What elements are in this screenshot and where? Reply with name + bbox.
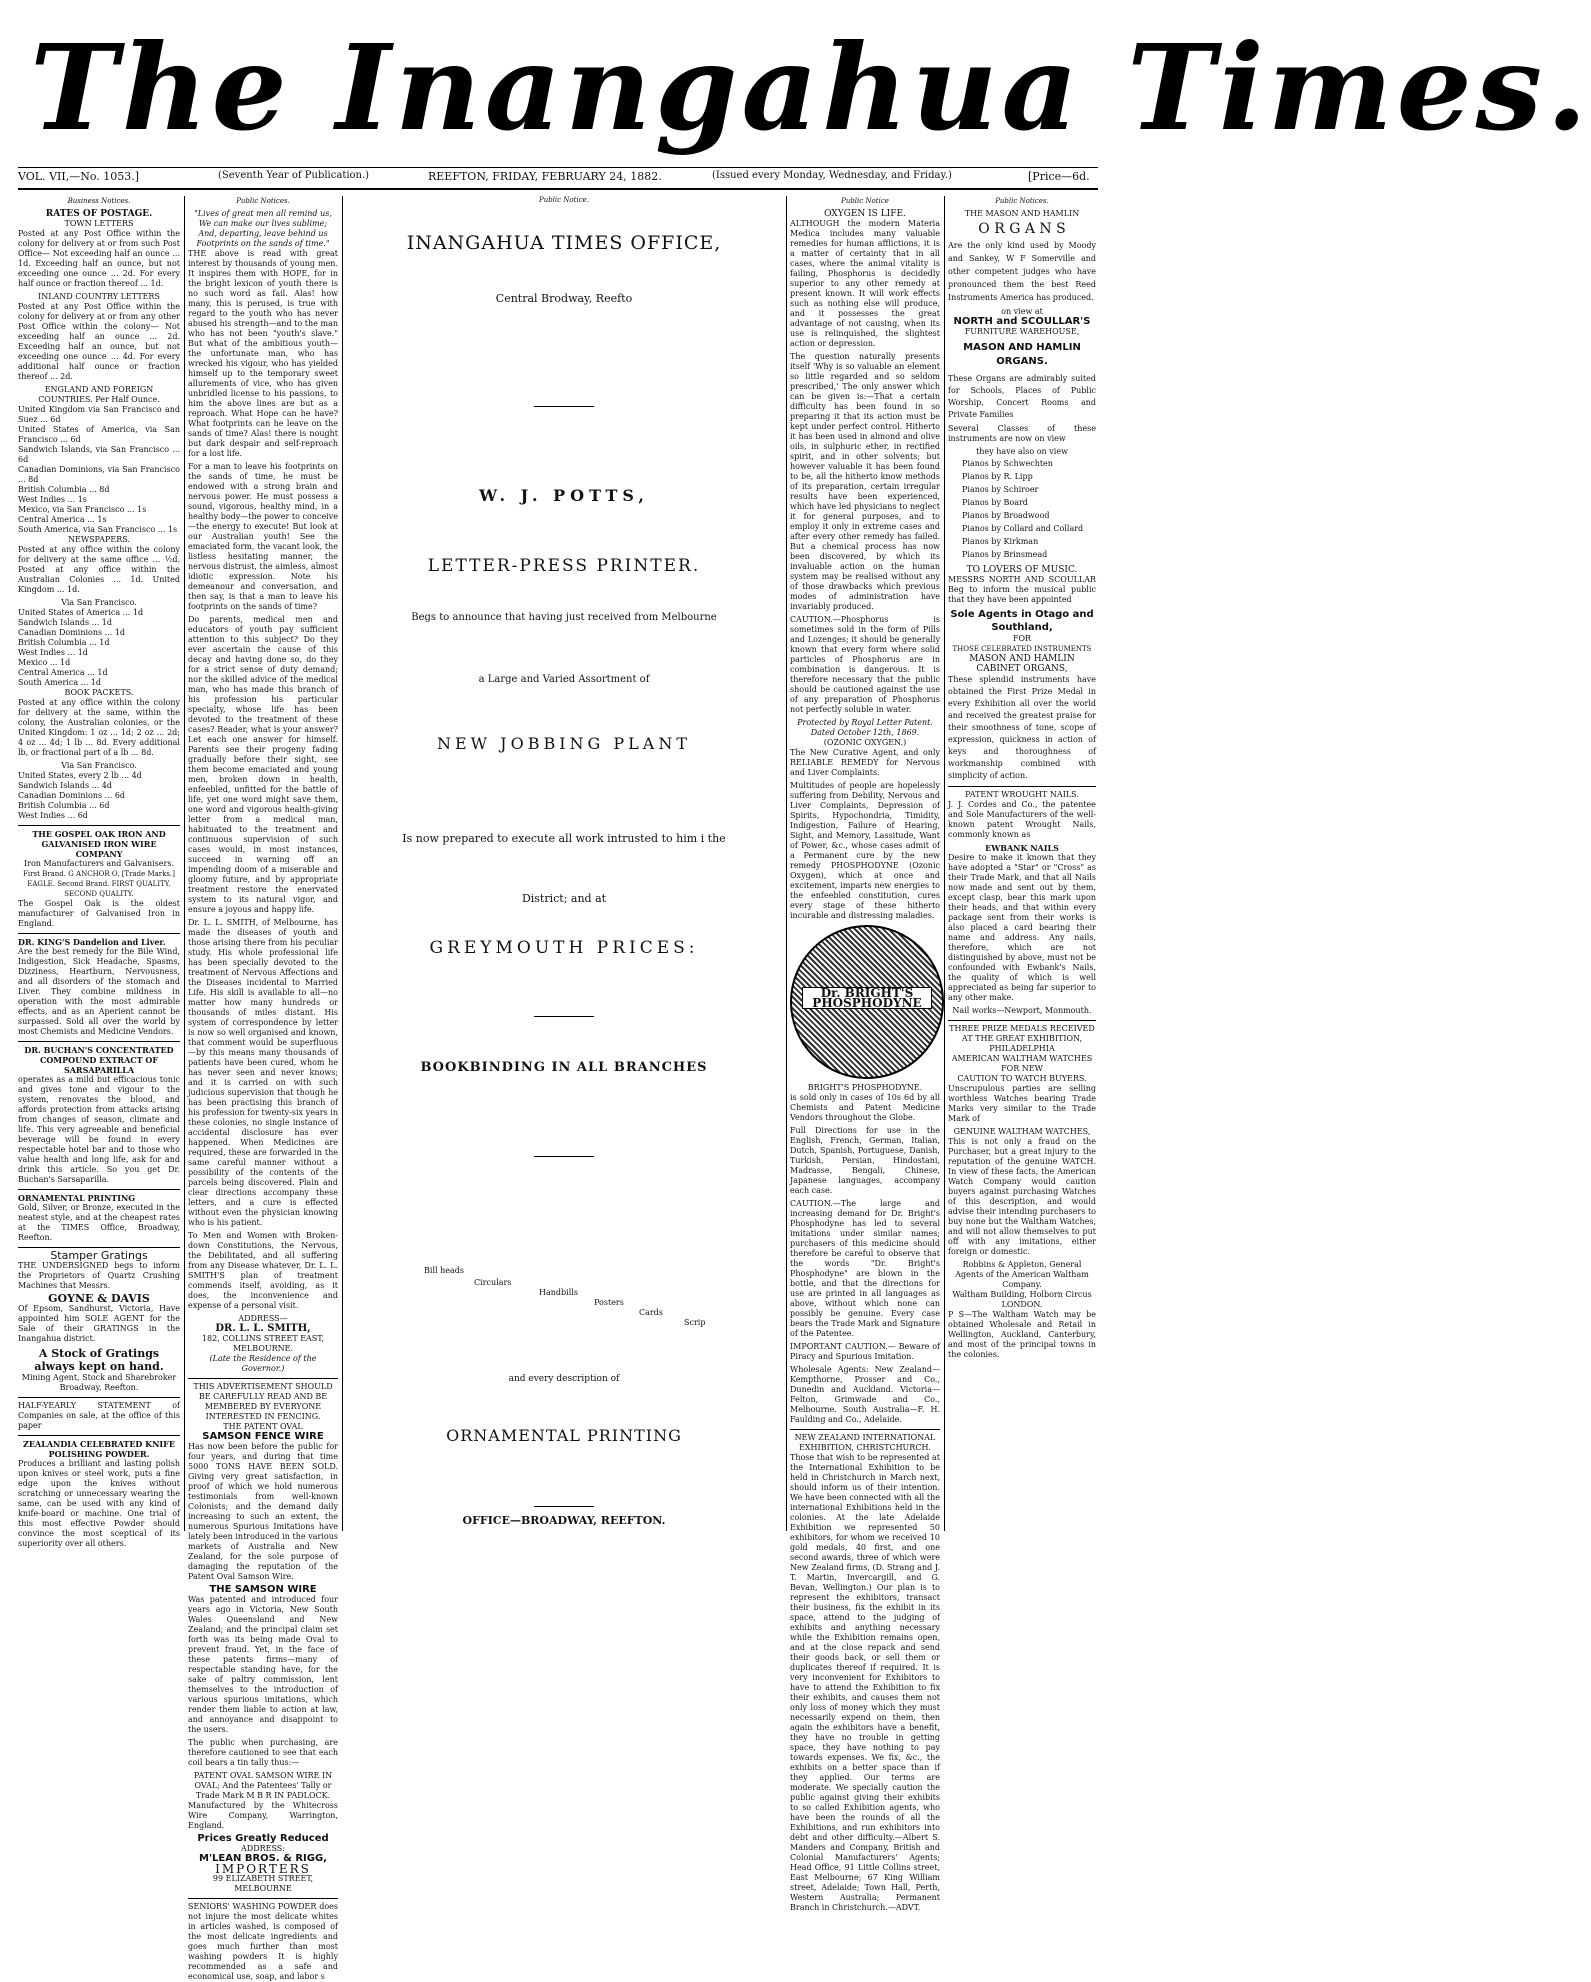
ad-body: MESSRS NORTH AND SCOULLAR Beg to inform the musical public that they have been appointed <box>948 575 1096 604</box>
ornamental-printing: ORNAMENTAL PRINTING <box>446 1426 682 1445</box>
ad-title: NEW ZEALAND INTERNATIONAL EXHIBITION, CHRISTCHURCH. <box>794 1433 936 1452</box>
ad-brands: First Brand. G ANCHOR O. [Trade Marks.] EAGLE. Second Brand. FIRST QUALITY. SECOND QUALITY. <box>23 870 175 898</box>
list-item: Mexico ... 1d <box>18 658 71 667</box>
ad-text: on view at <box>1001 307 1043 316</box>
ad-body: Was patented and introduced four years ago in Victoria, New South Wales Queensland and New Zealand; and the principal claim set forth was its being made Oval to prevent fraud. Yet, in the face of these patents firms—many of respectable standing have, for the sake of paltry commission, lent themselves to the introduction of various spurious imitations, which render them liable to action at law, and annoyance and disappoint to the users. <box>188 1595 338 1734</box>
postage-subhead: NEWSPAPERS. <box>68 535 130 544</box>
postage-subhead: BOOK PACKETS. <box>64 688 134 697</box>
postage-paragraph: Posted at any office within the colony for delivery at the same office ... ½d. Posted at any office within the Australian Colonies ... 1d. United Kingdom ... 1d. <box>18 545 180 594</box>
list-item: British Columbia ... 1d <box>18 638 110 647</box>
ad-title: BRIGHT'S PHOSPHODYNE. <box>807 1083 923 1092</box>
price: [Price—6d. <box>1028 170 1090 183</box>
print-item: Bill heads <box>424 1266 464 1275</box>
verse-line: We can make our lives sublime; <box>198 219 328 228</box>
column-heading: Public Notice. <box>538 196 589 204</box>
column-heading: Business Notices. <box>67 197 131 205</box>
ad-company: NORTH and SCOULLAR'S <box>953 316 1091 327</box>
ad-body: SENIORS' WASHING POWDER does not injure the most delicate whites in articles washed, is composed of the most delicate ingredients and goes much further than most washing powders It is highly recommended as a safe and economical use, soap, and labor s <box>188 1902 338 1981</box>
ad-subtitle: FURNITURE WAREHOUSE, <box>964 327 1080 336</box>
column-heading: Public Notice <box>841 197 889 205</box>
ad-body: P S—The Waltham Watch may be obtained Wholesale and Retail in Wellington, Auckland, Canterbury, and most of the principal towns in the colonies. <box>948 1310 1096 1359</box>
ad-body: The Gospel Oak is the oldest manufacturer of Galvanised Iron in England. <box>18 899 180 928</box>
office-location: Central Brodway, Reefto <box>495 292 633 305</box>
fence-wire-ad <box>188 1378 338 1894</box>
ad-title: TO LOVERS OF MUSIC. <box>966 565 1078 575</box>
ad-headline: O R G A N S <box>978 221 1066 237</box>
list-item: Pianos by Kirkman <box>962 537 1039 546</box>
printer-trade: LETTER-PRESS PRINTER. <box>427 556 701 576</box>
ad-body: J. J. Cordes and Co., the patentee and Sole Manufacturers of the well-known patent Wrought Nails, commonly known as <box>948 800 1096 839</box>
seal-text: Dr. BRIGHT'S PHOSPHODYNE <box>802 987 932 1009</box>
list-item: Pianos by Brinsmead <box>962 550 1048 559</box>
list-item: Sandwich Islands ... 1d <box>18 618 113 627</box>
smith-paragraph: Dr. L. L. SMITH, of Melbourne, has made the diseases of youth and those arising there from his peculiar study. His whole professional life has been specially devoted to the treatment of Nervous Affections and the Diseases incidental to Married Life. His skill is available to all—no matter how many hundreds or thousands of miles distant. His system of correspondence by letter is now so well organised and known, that comment would be superfluous—by this means many thousands of patients have been cured, whom he has never seen and never knows; and it is carried on with such judicious supervision that though he has been practising this branch of his profession for twenty-six years in these colonies, no single instance of accidental disclosure has ever happened. When Medicines are required, these are forwarded in the same careful manner without a possibility of the contents of the parcels being discovered. Plain and clear directions accompany these letters, and a cure is effected without even the physician knowing who is his patient. <box>188 918 338 1227</box>
issue-schedule: (Issued every Monday, Wednesday, and Friday.) <box>712 170 952 181</box>
issue-date: REEFTON, FRIDAY, FEBRUARY 24, 1882. <box>428 170 662 183</box>
ad-title: THE GOSPEL OAK IRON AND GALVANISED IRON WIRE COMPANY <box>32 829 166 859</box>
list-item: United States of America, via San Francisco ... 6d <box>18 425 180 444</box>
print-item: Circulars <box>474 1278 512 1287</box>
column-1 <box>18 196 180 1548</box>
postage-subhead: Via San Francisco. <box>61 598 137 607</box>
office-address: OFFICE—BROADWAY, REEFTON. <box>462 1514 666 1527</box>
ad-text: THOSE CELEBRATED INSTRUMENTS <box>952 645 1092 653</box>
ad-title: THE SAMSON WIRE <box>209 1584 317 1595</box>
ad-body: These Organs are admirably suited for Schools, Places of Public Worship, Concert Rooms and Private Families <box>948 374 1096 419</box>
ad-intro: THIS ADVERTISEMENT SHOULD BE CAREFULLY READ AND BE MEMBERED BY EVERYONE INTERESTED IN FENCING. <box>193 1382 333 1421</box>
ornamental-printing-ad <box>18 1189 180 1243</box>
printing-office-ad <box>344 196 784 1531</box>
column-divider <box>342 196 343 1531</box>
print-item: Scrip <box>684 1318 706 1327</box>
stamper-gratings-ad <box>18 1247 180 1393</box>
ad-body: HALF-YEARLY STATEMENT of Companies on sale, at the office of this paper <box>18 1401 180 1430</box>
ad-patent: Protected by Royal Letter Patent. Dated October 12th, 1869. <box>797 718 933 737</box>
ad-body: These splendid instruments have obtained the First Prize Medal in every Exhibition all over the world and received the greatest praise for their smoothness of tone, scope of expression, quickness in action of keys and thoroughness of workmanship combined with simplicity of action. <box>948 675 1096 780</box>
smith-paragraph: For a man to leave his footprints on the sands of time, he must be endowed with a strong brain and nervous power. He must possess a sound, vigorous, healthy mind, in a healthy body—the power to conceive—the energy to execute! But look at our Australian youth! See the emaciated form, the vacant look, the listless hesitating manner, the nervous distrust, the aimless, almost idiotic expression. Note his demeanour and conversation, and then say, is that a man to leave his footprints on the sands of time? <box>188 462 338 611</box>
nails-ad <box>948 786 1096 1016</box>
half-yearly-ad <box>18 1397 180 1431</box>
ad-body: Full Directions for use in the English, French, German, Italian, Dutch, Spanish, Portuguese, Danish, Turkish, Persian, Hindostani, Madrasse, Bengali, Chinese, Japanese languages, accompany each case. <box>790 1126 940 1195</box>
masthead-title: The Inangahua Times. <box>30 18 1591 157</box>
ad-text: they have also on view <box>976 447 1068 456</box>
phosphodyne-seal <box>790 925 944 1079</box>
ad-company: M'LEAN BROS. & RIGG, <box>199 1853 327 1864</box>
list-item: Pianos by Broadwood <box>962 511 1050 520</box>
list-item: Pianos by Collard and Collard <box>962 524 1084 533</box>
list-item: United States, every 2 lb ... 4d <box>18 771 142 780</box>
ad-body: IMPORTANT CAUTION.— Beware of Piracy and Spurious Imitation. <box>790 1342 940 1361</box>
district-text: District; and at <box>521 892 607 905</box>
separator <box>344 392 784 411</box>
ad-body: THE UNDERSIGNED begs to inform the Proprietors of Quartz Crushing Machines that Messrs. <box>18 1261 180 1290</box>
verse-line: Footprints on the sands of time." <box>196 239 330 248</box>
ad-body: Are the best remedy for the Bile Wind, Indigestion, Sick Headache, Spasms, Dizziness, Heartburn, Nervousness, and all disorders of the stomach and Liver. They combine mildness in operation with the most admirable effects, and as an Aperient cannot be surpassed. Sold all over the world by most Chemists and Medicine Vendors. <box>18 947 180 1036</box>
ad-text: Robbins & Appleton, General Agents of the American Waltham Company. <box>955 1260 1089 1289</box>
column-heading: Public Notices. <box>995 197 1049 205</box>
ad-address-label: ADDRESS: <box>241 1844 285 1853</box>
ad-text: Waltham Building, Holborn Circus LONDON. <box>952 1290 1092 1309</box>
ad-title: PATENT WROUGHT NAILS. <box>965 790 1079 799</box>
postage-list-2 <box>18 608 180 688</box>
ad-headline: MASON AND HAMLIN ORGANS. <box>963 342 1081 367</box>
ad-text: FOR <box>1012 634 1032 643</box>
address-line: MELBOURNE. <box>232 1344 294 1353</box>
postage-paragraph: Posted at any Post Office within the colony for delivery at or from any other Post Office within the colony— Not exceeding half an ounce ... 2d. Exceeding half an ounce, but not exceeding one ounce ... 4d. For every additional half ounce or fraction thereof ... 2d. <box>18 302 180 381</box>
column-2 <box>188 196 338 1981</box>
ad-headline: Prices Greatly Reduced <box>197 1833 329 1844</box>
assortment: a Large and Varied Assortment of <box>478 674 650 685</box>
address-label: ADDRESS— <box>238 1314 288 1323</box>
ad-title: THE MASON AND HAMLIN <box>964 209 1080 218</box>
ad-body: operates as a mild but efficacious tonic and gives tone and vigour to the system, renovates the blood, and affords protection from attacks arising from changes of season, climate and life. This very agreeable and beneficial beverage will be found in every respectable hotel bar and to those who value health and long life, ask for and drink this article. So you get Dr. Buchan's Sarsaparilla. <box>18 1075 180 1184</box>
ad-body: The public when purchasing, are therefore cautioned to see that each coil bears a tin tally thus:— <box>188 1738 338 1767</box>
ad-title: THREE PRIZE MEDALS RECEIVED AT THE GREAT EXHIBITION, PHILADELPHIA <box>949 1024 1095 1053</box>
ad-subtitle: AMERICAN WALTHAM WATCHES FOR NEW <box>951 1054 1093 1073</box>
seniors-powder-ad <box>188 1898 338 1982</box>
column-divider <box>786 196 787 1531</box>
printer-name: W. J. POTTS, <box>479 486 649 505</box>
list-item: West Indies ... 6d <box>18 811 88 820</box>
address-name: DR. L. L. SMITH, <box>215 1323 311 1334</box>
list-item: Pianos by R. Lipp <box>962 472 1033 481</box>
list-item: Pianos by Board <box>962 498 1028 507</box>
list-item: West Indies ... 1s <box>18 495 87 504</box>
dr-king-ad <box>18 933 180 1037</box>
ad-body: Multitudes of people are hopelessly suffering from Debility, Nervous and Liver Complaints, Depression of Spirits, Hypochondria, Timidity, Indigestion, Failure of Hearing, Sight, and Memory, Lassitude, Want of Power, &c., whose cases admit of a Permanent cure by the new remedy PHOSPHODYNE (Ozonic Oxygen), which at once and excitement, imparts new energies to the enfeebled constitution, cures every stage of these hitherto incurable and distressing maladies. <box>790 781 940 920</box>
smith-paragraph: THE above is read with great interest by thousands of young men. It inspires them with HOPE, for in the bright lexicon of youth there is no such word as fail. Alas! how many, this is perused, is true with regard to the youth who has never abused his strength—and to the man who has not been "youth's slave." But what of the ambitious youth—the unfortunate man, who has wrecked his vigour, who has yielded himself up to the temporary sweet allurements of vice, who has given unbridled license to his passions, to him the above lines are but as a reproach. What Hope can he have? What footprints can he leave on the sands of time? Alas! there is nought but dark despair and self-reproach for a lost life. <box>188 249 338 458</box>
list-item: Mexico, via San Francisco ... 1s <box>18 505 147 514</box>
column-divider <box>944 196 945 1531</box>
column-heading: Public Notices. <box>236 197 290 205</box>
top-rule <box>18 167 1098 168</box>
postage-subhead: Via San Francisco. <box>61 761 137 770</box>
ad-body: is sold only in cases of 10s 6d by all Chemists and Patent Medicine Vendors throughout the Globe. <box>790 1093 940 1122</box>
print-item: Handbills <box>539 1288 578 1297</box>
postage-paragraph: Posted at any Post Office within the colony for delivery at or from such Post Office— Not exceeding half an ounce ... 1d. Exceeding half an ounce, but not exceeding one ounce ... 2d. For every half ounce or fraction thereof ... 1d. <box>18 229 180 288</box>
piano-list <box>948 457 1096 561</box>
ad-title: OXYGEN IS LIFE. <box>824 209 906 219</box>
verse <box>188 209 338 249</box>
postage-title: RATES OF POSTAGE. <box>45 209 153 219</box>
list-item: Pianos by Schwechten <box>962 459 1053 468</box>
ad-body: Of Epsom, Sandhurst, Victoria, Have appointed him SOLE AGENT for the Sale of their GRATINGS in the Inangahua district. <box>18 1304 180 1343</box>
list-item: British Columbia ... 8d <box>18 485 110 494</box>
office-name: INANGAHUA TIMES OFFICE, <box>406 232 722 254</box>
list-item: Pianos by Schiroer <box>962 485 1039 494</box>
postage-list-1 <box>18 405 180 535</box>
list-item: British Columbia ... 6d <box>18 801 110 810</box>
ad-headline: GENUINE WALTHAM WATCHES, <box>953 1127 1091 1136</box>
ad-title: DR. KING'S Dandelion and Liver. <box>18 937 166 947</box>
list-item: Sandwich Islands, via San Francisco ... 6d <box>18 445 180 464</box>
ad-body: Manufactured by the Whitecross Wire Company, Warrington, England. <box>188 1801 338 1830</box>
list-item: United Kingdom via San Francisco and Suez ... 6d <box>18 405 180 424</box>
postage-paragraph: Posted at any office within the colony for delivery at the same, within the colony, the Australian colonies, or the United Kingdom: 1 oz ... 1d; 2 oz ... 2d; 4 oz ... 4d; 1 lb ... 8d. Every additional lb, or fractional part of a lb ... 8d. <box>18 698 180 757</box>
dr-buchan-ad <box>18 1041 180 1185</box>
separator <box>344 1002 784 1021</box>
ad-body: Unscrupulous parties are selling worthless Watches bearing Trade Marks very similar to the Trade Mark of <box>948 1084 1096 1123</box>
list-item: Canadian Dominions, via San Francisco ... 8d <box>18 465 180 484</box>
ad-subtitle: THE PATENT OVAL <box>223 1422 303 1431</box>
postage-list-3 <box>18 771 180 821</box>
prepared-text: Is now prepared to execute all work intrusted to him i the <box>402 832 726 845</box>
ad-body: Produces a brilliant and lasting polish upon knives or steel work, puts a fine edge upon the knives without scratching or unnecessary wearing the same, can be used with any kind of knife-board or machine. One trial of this most effective Powder should convince the most sceptical of its superiority over all others. <box>18 1459 180 1548</box>
ad-body: ALTHOUGH the modern Materia Medica includes many valuable remedies for human afflictions, it is a matter of certainty that in all cases, where the animal vitality is failing, Phosphorus is decidedly superior to any other remedy at present known. It will work effects such as nothing else will produce, and it possesses the great advantage of not causing, when its use is relinquished, the slightest action or depression. <box>790 219 940 348</box>
list-item: Central America ... 1d <box>18 668 108 677</box>
ad-address: 99 ELIZABETH STREET, MELBOURNE <box>212 1874 314 1893</box>
ad-body: Wholesale Agents: New Zealand—Kempthorne, Prosser and Co., Dunedin and Auckland. Victoria—Felton, Grimwade and Co., Melbourne. South Australia—F. H. Faulding and Co., Adelaide. <box>790 1365 940 1424</box>
ad-body: CAUTION.—The large and increasing demand for Dr. Bright's Phosphodyne has led to several imitations under similar names; purchasers of this medicine should therefore be careful to observe that the words "Dr. Bright's Phosphodyne" are blown in the bottle, and that the directions for use are printed in all languages as above, without which none can possibly be genuine. Every case bears the Trade Mark and Signature of the Patentee. <box>790 1199 940 1338</box>
ad-body: The question naturally presents itself 'Why is so valuable an element so little regarded and so seldom prescribed,' The only answer which can be given is:—That a certain difficulty has been found in so preparing it that its action must be kept under perfect control. Hitherto it has been used in almond and olive oils, in sulphuric ether, in rectified spirit, and in other solvents; but however valuable it has been found to be, all the hitherto know methods of its preparation, certain irregular results have been experienced, which have led physicians to neglect it for general purposes, and to employ it only in extreme cases and after every other remedy has failed. But a chemical process has now been discovered, by which its invaluable action on the human system may be realised without any of those drawbacks which previous modes of administration have invariably produced. <box>790 352 940 611</box>
ad-body: Several Classes of these instruments are now on view <box>948 424 1096 443</box>
jobbing-plant: NEW JOBBING PLANT <box>436 734 692 753</box>
ad-headline: Sole Agents in Otago and Southland, <box>950 609 1094 633</box>
gospel-oak-ad <box>18 825 180 929</box>
ad-title: DR. BUCHAN'S CONCENTRATED COMPOUND EXTRACT OF SARSAPARILLA <box>24 1045 174 1075</box>
ad-title: Stamper Gratings <box>50 1249 148 1262</box>
ad-company: MASON AND HAMLIN <box>969 654 1075 664</box>
postage-subhead: ENGLAND AND FOREIGN COUNTRIES. Per Half Ounce. <box>38 385 160 404</box>
ad-subtitle: Iron Manufacturers and Galvanisers. <box>24 859 174 868</box>
every-description: and every description of <box>508 1374 620 1384</box>
ad-patent: PATENT OVAL SAMSON WIRE IN OVAL; And the Patentees' Tally or Trade Mark M B R IN PADLOCK. <box>193 1771 333 1800</box>
ad-headline: IMPORTERS <box>215 1862 311 1876</box>
ad-subtitle: CABINET ORGANS, <box>976 664 1068 674</box>
ad-body: CAUTION.—Phosphorus is sometimes sold in the form of Pills and Lozenges; it should be generally known that every form where solid particles of Phosphorus are in combination is dangerous. It is therefore necessary that the public should be cautioned against the use of any preparation of Phosphorus not perfectly soluble in water. <box>790 615 940 714</box>
ad-body: Gold, Silver, or Bronze, executed in the neatest style, and at the cheapest rates at the TIMES Office, Broadway, Reefton. <box>18 1203 180 1242</box>
column-5 <box>948 196 1096 1531</box>
announcement: Begs to announce that having just received from Melbourne <box>411 612 717 623</box>
zealandia-ad <box>18 1435 180 1549</box>
postage-subhead: TOWN LETTERS <box>64 219 134 228</box>
list-item: Central America ... 1s <box>18 515 107 524</box>
list-item: West Indies ... 1d <box>18 648 88 657</box>
print-item: Posters <box>594 1298 624 1307</box>
greymouth-prices: GREYMOUTH PRICES: <box>429 938 699 958</box>
ad-title: ORNAMENTAL PRINTING <box>18 1193 136 1203</box>
bookbinding: BOOKBINDING IN ALL BRANCHES <box>420 1060 708 1075</box>
list-item: Sandwich Islands ... 4d <box>18 781 113 790</box>
ad-body: The New Curative Agent, and only RELIABLE REMEDY for Nervous and Liver Complaints. <box>790 748 940 777</box>
column-divider <box>184 196 185 1531</box>
volume-number: VOL. VII,—No. 1053.] <box>18 170 140 183</box>
publication-year: (Seventh Year of Publication.) <box>218 170 370 181</box>
ad-text: Nail works—Newport, Monmouth. <box>952 1006 1092 1015</box>
ad-body: Desire to make it known that they have adopted a "Star" or "Cross" as their Trade Mark, and that all Nails now made and sent out by them, except clasp, bear this mark upon their heads, and that within every package sent from their works is also placed a card bearing their name and address. Any nails, therefore, which are not distinguished by above, must not be confounded with Ewbank's Nails, the quality of which is well appreciated as being far superior to any other make. <box>948 853 1096 1002</box>
separator <box>344 1142 784 1161</box>
ad-headline: EWBANK NAILS <box>985 843 1059 853</box>
verse-line: "Lives of great men all remind us, <box>194 209 332 218</box>
smith-paragraph: Do parents, medical men and educators of youth pay sufficient attention to this subject? Do they ever ascertain the cause of this decay and having done so, do they for a strict sense of duty demand; nor the skilled advice of the medical man, who has made this branch of his profession his particular specialty, whose life has been devoted to the treatment of these cases? Reader, what is your answer? Let each one answer for himself. Parents see their progeny fading gradually before their sight, see them become emaciated and young men, broken down in health, enfeebled, unfitted for the battle of life, yet one word might save them, one word and vigorous health-giving letter from a medical man, habituated to the treatment and continuous supervision of such cases would, in most instances, succeed in warning off an impending doom of a miserable and gloomy future, and by appropriate treatment restore the enervated system to its natural vigor, and ensure a joyous and happy life. <box>188 615 338 914</box>
column-4 <box>790 196 940 1912</box>
ad-body: This is not only a fraud on the Purchaser, but a great injury to the reputation of the genuine WATCH. In view of these facts, the American Watch Company would caution buyers against purchasing Watches of this description, and would advise their intending purchasers to buy none but the Waltham Watches, and will not allow themselves to put off with any imitations, either foreign or domestic. <box>948 1137 1096 1256</box>
ad-subtitle: (OZONIC OXYGEN.) <box>823 738 907 747</box>
ad-body: Are the only kind used by Moody and Sankey, W F Somerville and other competent judges who have pronounced them the best Reed Instruments America has produced. <box>948 241 1096 302</box>
list-item: United States of America ... 1d <box>18 608 144 617</box>
ad-body: Those that wish to be represented at the International Exhibition to be held in Christchurch in March next, should inform us of their intention. We have been connected with all the international Exhibitions held in the colonies. At the late Adelaide Exhibition we represented 50 exhibitors, for whom we received 10 gold medals, 40 first, and one second awards, three of which were New Zealand firms, (D. Strang and J. T. Martin, Invercargill, and G. Bevan, Wellington.) Our plan is to represent the exhibitors, transact their business, fix the exhibit in its space, attend to the judging of exhibits and anything necessary while the Exhibition remains open, and at the close repack and send their goods back, or sell them or duplicates thereof if required. It is very inconvenient for Exhibitors to have to attend the Exhibition to fix their exhibits, and causes them not only loss of money which they must necessarily expend on them, then again the exhibitors have a benefit, they have no trouble in getting space, they have nothing to pay towards expenses. We fix, &c., the exhibits on a better space than if they applied. Our terms are moderate. We specially caution the public against giving their exhibits to so called Exhibition agents, who have been the rounds of all the Exhibitions, and run exhibitors into debt and other difficulty.—Albert S. Manders and Company, British and Colonial Manufacturers' Agents; Head Office, 91 Little Collins street, East Melbourne; 67 King William street, Adelaide; Town Hall, Perth, Western Australia; Permanent Branch in Christchurch.—ADVT. <box>790 1453 940 1912</box>
list-item: Canadian Dominions ... 6d <box>18 791 126 800</box>
postage-subhead: INLAND COUNTRY LETTERS <box>38 292 160 301</box>
ad-title: ZEALANDIA CELEBRATED KNIFE POLISHING POWDER. <box>23 1439 175 1459</box>
smith-paragraph: To Men and Women with Broken-down Constitutions, the Nervous, the Debilitated, and all suffering from any Disease whatever, Dr. L. L. SMITH'S plan of treatment commends itself, avoiding, as it does, the inconvenience and expense of a personal visit. <box>188 1231 338 1310</box>
waltham-ad <box>948 1020 1096 1360</box>
list-item: Canadian Dominions ... 1d <box>18 628 126 637</box>
print-item: Cards <box>639 1308 663 1317</box>
address-line: (Late the Residence of the Governor.) <box>209 1354 317 1373</box>
header-rule <box>18 188 1098 190</box>
exhibition-ad <box>790 1429 940 1913</box>
ad-body: Mining Agent, Stock and Sharebroker Broadway, Reefton. <box>21 1373 177 1392</box>
list-item: South America ... 1d <box>18 678 102 687</box>
ad-title: SAMSON FENCE WIRE <box>202 1431 324 1442</box>
separator <box>344 1492 784 1511</box>
ad-title: CAUTION TO WATCH BUYERS. <box>957 1074 1087 1083</box>
address-line: 182, COLLINS STREET EAST, <box>201 1334 325 1343</box>
ad-headline: A Stock of Gratings always kept on hand. <box>34 1347 164 1373</box>
verse-line: And, departing, leave behind us <box>198 229 328 238</box>
info-bar <box>18 170 1098 186</box>
ad-body: Has now been before the public for four years, and during that time 5000 TONS HAVE BEEN SOLD. Giving very great satisfaction, in proof of which we hold numerous testimonials from well-known Colonists; and the demand daily increasing to such an extent, the numerous Spurious Imitations have lately been introduced in the various markets of Australia and New Zealand, for the sole purpose of damaging the reputation of the Patent Oval Samson Wire. <box>188 1442 338 1581</box>
list-item: South America, via San Francisco ... 1s <box>18 525 178 534</box>
ad-company: GOYNE & DAVIS <box>48 1292 150 1305</box>
